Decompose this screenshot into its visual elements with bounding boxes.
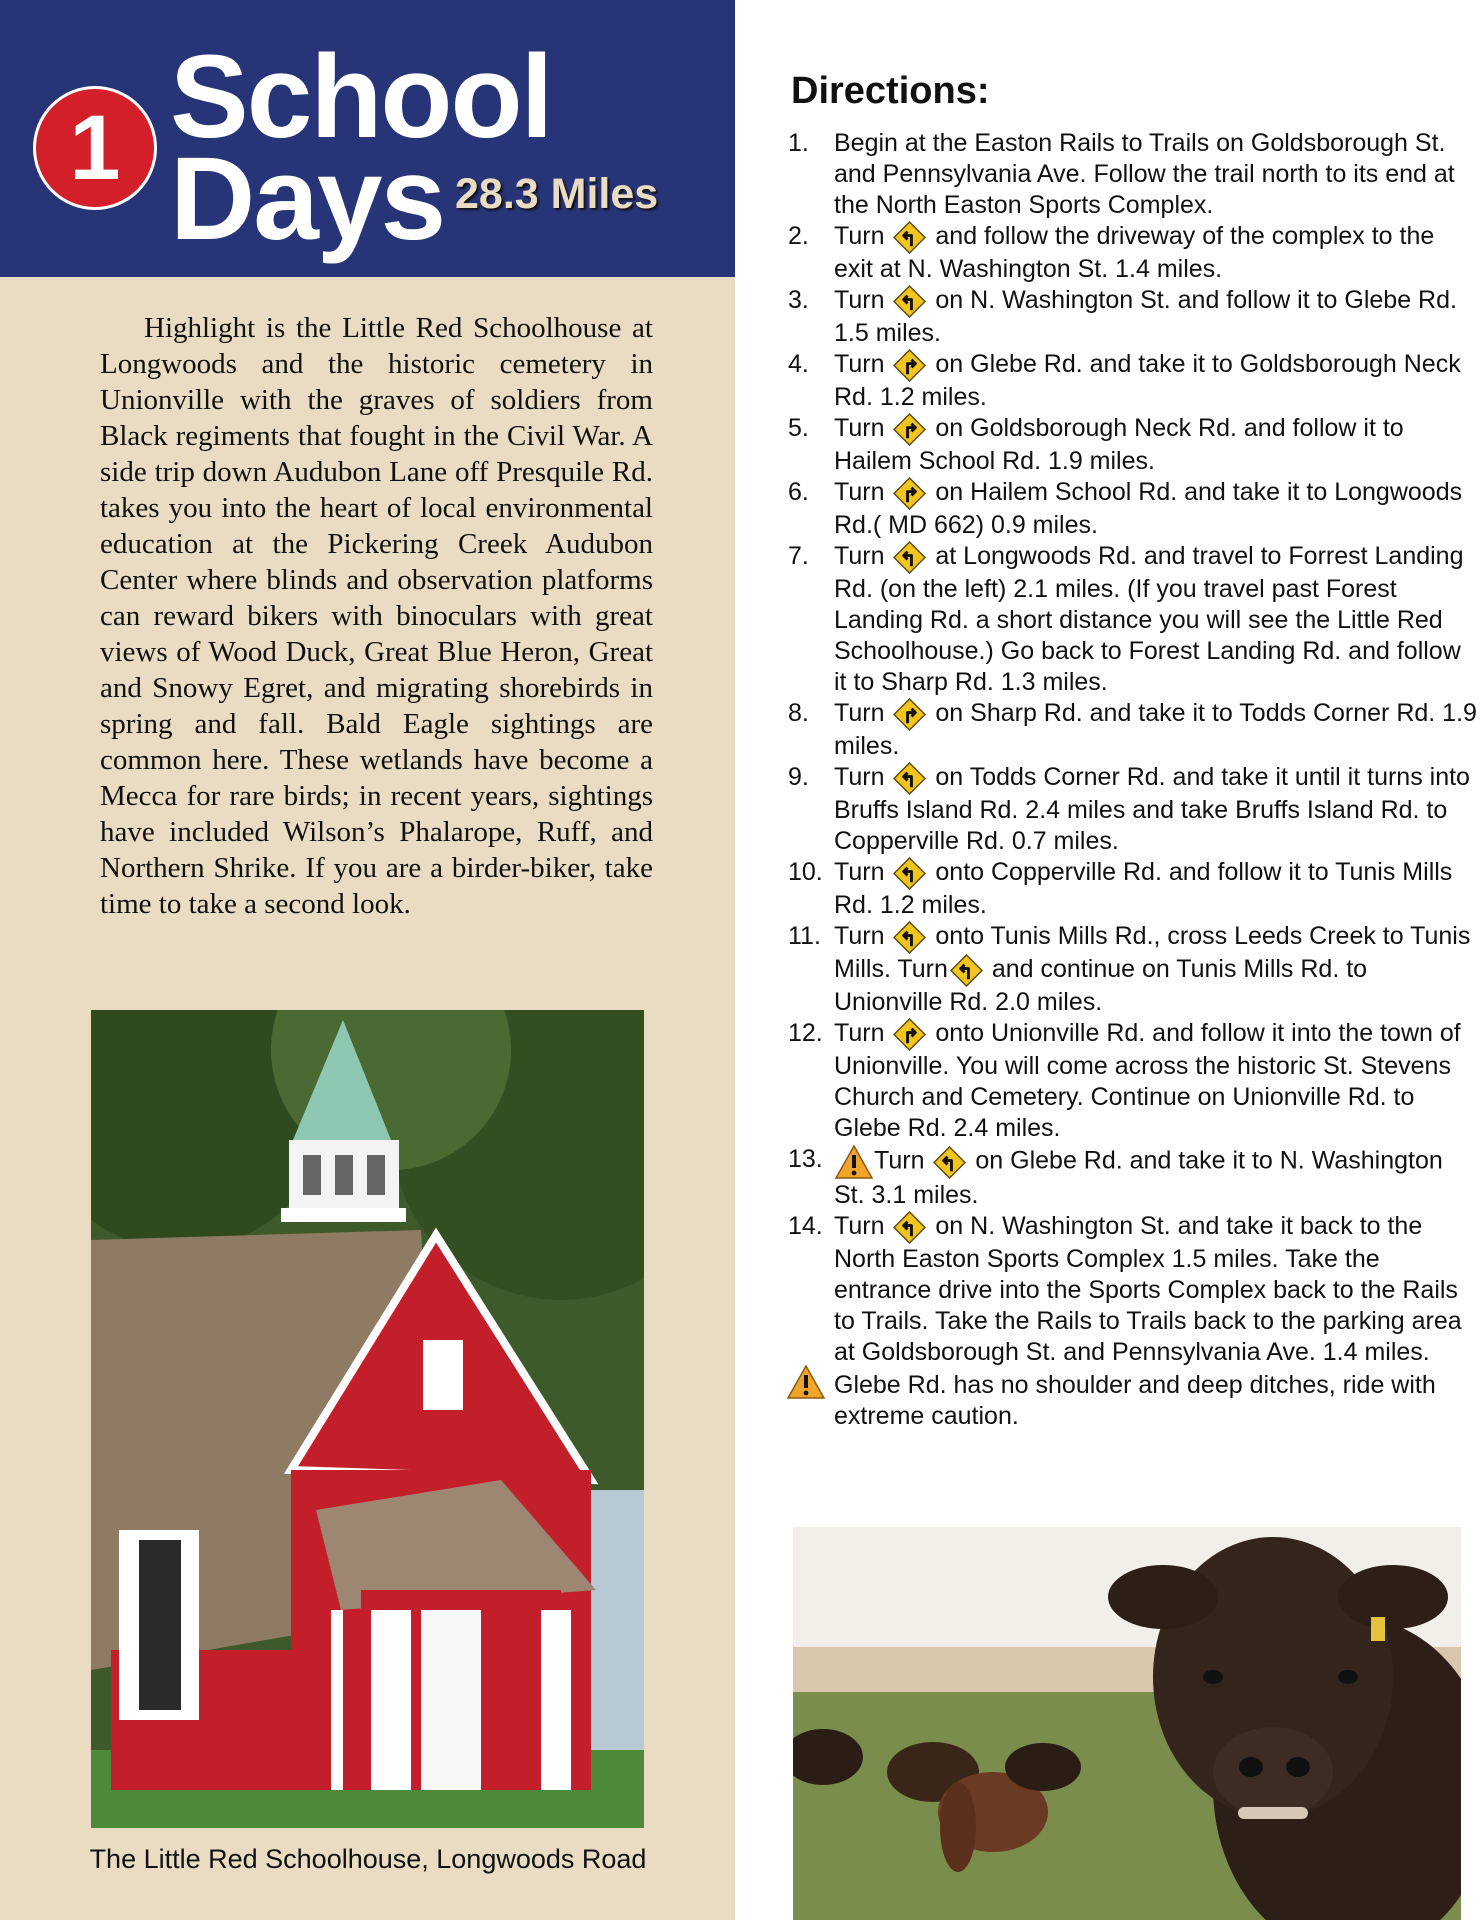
turn-left-sign-icon [893, 221, 926, 254]
step-text: Turn [834, 858, 885, 887]
directions-heading: Directions: [791, 70, 990, 112]
step-number: 13. [788, 1145, 823, 1173]
turn-left-sign-icon [950, 954, 983, 987]
turn-left-sign-icon [893, 921, 926, 954]
direction-step [788, 698, 1478, 762]
step-text: on Todds Corner Rd. and take it until it turns into Bruffs Island Rd. 2.4 miles and take Bruffs Island Rd. to Copperville Rd. 0.7 miles. [834, 763, 1470, 855]
step-text: Turn [834, 478, 885, 507]
turn-right-sign-icon [893, 1018, 926, 1051]
direction-step [788, 413, 1478, 477]
warning-sign-icon [834, 1144, 874, 1180]
step-number: 3. [788, 286, 809, 314]
caution-note [788, 1370, 1478, 1432]
turn-left-sign-icon [933, 1146, 966, 1179]
direction-step [788, 1211, 1478, 1368]
route-title-line1: School [170, 31, 552, 163]
step-number: 14. [788, 1212, 823, 1240]
caution-text: Glebe Rd. has no shoulder and deep ditches, ride with extreme caution. [834, 1371, 1436, 1430]
turn-left-sign-icon [893, 541, 926, 574]
step-number: 10. [788, 858, 823, 886]
photo-caption: The Little Red Schoolhouse, Longwoods Road [89, 1844, 647, 1874]
route-description: Highlight is the Little Red Schoolhouse at Longwoods and the historic cemetery in Unionville with the graves of soldiers from Black regiments that fought in the Civil War. A side trip down Audubon Lane off Presquile Rd. takes you into the heart of local environmental education at the Pickering Creek Audubon Center where blinds and observation platforms can reward bikers with binoculars with great views of Wood Duck, Great Blue Heron, Great and Snowy Egret, and migrating shorebirds in spring and fall. Bald Eagle sightings are common here. These wetlands have become a Mecca for rare birds; in recent years, sightings have included Wilson’s Phalarope, Ruff, and Northern Shrike. If you are a birder-biker, take time to take a second look. [100, 312, 653, 920]
step-text: Turn [834, 699, 885, 728]
turn-right-sign-icon [893, 698, 926, 731]
direction-step [788, 285, 1478, 349]
step-text: Turn [874, 1146, 925, 1175]
direction-step [788, 762, 1478, 857]
step-text: and follow the driveway of the complex to the exit at N. Washington St. 1.4 miles. [834, 222, 1435, 283]
step-number: 9. [788, 763, 809, 791]
direction-step [788, 349, 1478, 413]
step-number: 11. [788, 922, 821, 950]
step-text: onto Copperville Rd. and follow it to Tunis Mills Rd. 1.2 miles. [834, 858, 1453, 919]
step-number: 8. [788, 699, 809, 727]
step-text: Turn [834, 922, 885, 951]
step-text: on Goldsborough Neck Rd. and follow it to Hailem School Rd. 1.9 miles. [834, 414, 1404, 475]
step-text: onto Unionville Rd. and follow it into the town of Unionville. You will come across the historic St. Stevens Church and Cemetery. Continue on Unionville Rd. to Glebe Rd. 2.4 miles. [834, 1019, 1461, 1142]
step-text: on Sharp Rd. and take it to Todds Corner Rd. 1.9 miles. [834, 699, 1477, 760]
step-number: 5. [788, 414, 809, 442]
step-number: 2. [788, 222, 809, 250]
step-text: on Glebe Rd. and take it to N. Washington St. 3.1 miles. [834, 1146, 1443, 1209]
step-text: on Hailem School Rd. and take it to Longwoods Rd.( MD 662) 0.9 miles. [834, 478, 1463, 539]
step-text: Turn [834, 763, 885, 792]
direction-step [788, 477, 1478, 541]
step-number: 6. [788, 478, 809, 506]
step-number: 1. [788, 129, 809, 157]
turn-right-sign-icon [893, 477, 926, 510]
step-text: Turn [834, 286, 885, 315]
title-banner [0, 0, 735, 277]
direction-step [788, 1018, 1478, 1144]
step-text: Turn [834, 542, 885, 571]
direction-step [788, 857, 1478, 921]
cow-photo [793, 1527, 1461, 1920]
step-text: on Glebe Rd. and take it to Goldsborough Neck Rd. 1.2 miles. [834, 350, 1461, 411]
step-text: Turn [834, 350, 885, 379]
route-title-line2: Days [170, 133, 445, 265]
step-text: on N. Washington St. and take it back to the North Easton Sports Complex 1.5 miles. Take the entrance drive into the Sports Complex back to the Rails to Trails. Take the Rails to Trails back to the parking area at Goldsborough St. and Pennsylvania Ave. 1.4 miles. [834, 1212, 1462, 1366]
turn-left-sign-icon [893, 285, 926, 318]
step-text: Turn [834, 1212, 885, 1241]
route-number-badge: 1 [33, 86, 157, 210]
step-number: 4. [788, 350, 809, 378]
left-column [0, 0, 735, 1920]
step-text: onto Tunis Mills Rd., cross Leeds Creek to Tunis Mills. Turn [834, 922, 1471, 984]
step-number: 12. [788, 1019, 823, 1047]
direction-step [788, 128, 1478, 221]
step-number: 7. [788, 542, 809, 570]
direction-step [788, 221, 1478, 285]
step-text: Turn [834, 222, 885, 251]
turn-right-sign-icon [893, 413, 926, 446]
step-text: at Longwoods Rd. and travel to Forrest Landing Rd. (on the left) 2.1 miles. (If you travel past Forest Landing Rd. a short distance you will see the Little Red Schoolhouse.) Go back to Forest Landing Rd. and follow it to Sharp Rd. 1.3 miles. [834, 542, 1464, 696]
schoolhouse-photo [91, 1010, 644, 1828]
step-text: Turn [834, 414, 885, 443]
step-text: Begin at the Easton Rails to Trails on Goldsborough St. and Pennsylvania Ave. Follow the trail north to its end at the North Easton Sports Complex. [834, 129, 1455, 219]
warning-sign-icon [786, 1364, 826, 1400]
step-text: Turn [834, 1019, 885, 1048]
step-text: and continue on Tunis Mills Rd. to Unionville Rd. 2.0 miles. [834, 955, 1368, 1016]
directions-list [788, 128, 1478, 1432]
turn-right-sign-icon [893, 349, 926, 382]
direction-step [788, 1144, 1478, 1211]
turn-left-sign-icon [893, 762, 926, 795]
direction-step [788, 921, 1478, 1018]
turn-left-sign-icon [893, 1211, 926, 1244]
direction-step [788, 541, 1478, 698]
step-text: on N. Washington St. and follow it to Glebe Rd. 1.5 miles. [834, 286, 1457, 347]
turn-left-sign-icon [893, 857, 926, 890]
route-distance: 28.3 Miles [455, 170, 659, 218]
